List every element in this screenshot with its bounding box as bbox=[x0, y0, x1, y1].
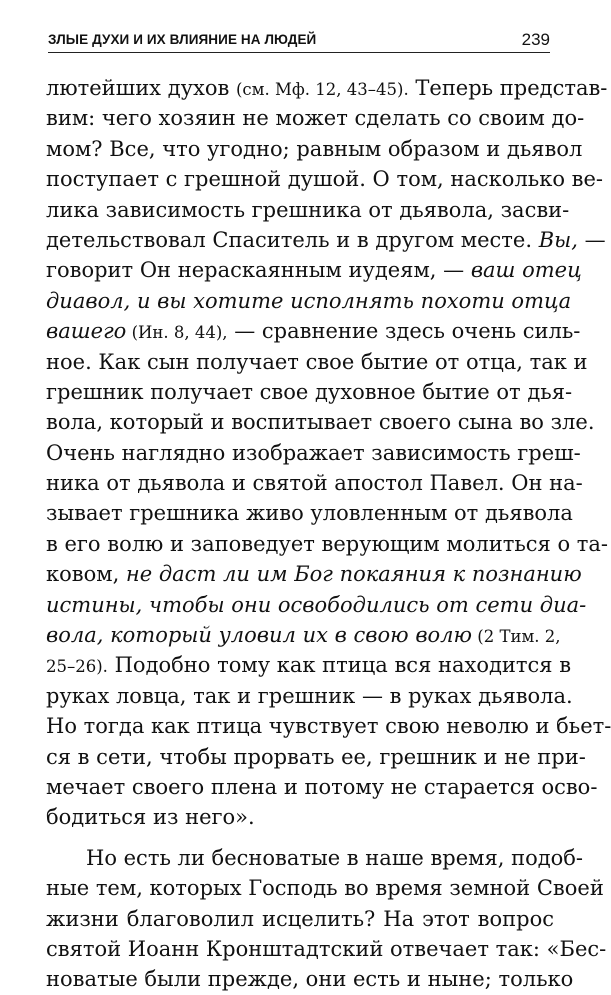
text-line bbox=[46, 620, 561, 650]
text-line: бодиться из него». bbox=[46, 805, 255, 830]
body-text bbox=[46, 73, 611, 995]
scripture-reference: 25–26). bbox=[46, 657, 108, 677]
text-line: ника от дьявола и святой апостол Павел. Он на- bbox=[46, 471, 583, 496]
text-line: вола, который и воспитывает своего сына во зле. bbox=[46, 410, 595, 435]
text-line bbox=[46, 255, 582, 285]
text-run: лютейших духов bbox=[46, 76, 236, 100]
text-line: в его волю и заповедует верующим молиться о та- bbox=[46, 531, 609, 556]
text-line: ся в сети, чтобы прорвать ее, грешник и не при- bbox=[46, 744, 586, 769]
text-run: говорит Он нераскаянным иудеям, — bbox=[46, 258, 471, 283]
text-line: ные тем, которых Господь во время земной Своей bbox=[46, 876, 604, 901]
scripture-reference: (Ин. 8, 44), bbox=[126, 323, 228, 343]
text-line bbox=[46, 225, 606, 255]
text-line bbox=[46, 650, 572, 680]
text-line bbox=[46, 559, 582, 589]
text-run: детельствовал Спаситель и в другом месте. bbox=[46, 227, 539, 252]
quotation-italic: вашего bbox=[46, 319, 127, 344]
text-run: Теперь представ- bbox=[408, 76, 608, 100]
page-number: 239 bbox=[521, 30, 550, 49]
quotation-italic: не даст ли им Бог покаяния к познанию bbox=[125, 562, 582, 587]
text-line bbox=[46, 316, 581, 346]
text-line: новатые были прежде, они есть и ныне; только bbox=[46, 967, 574, 992]
text-line: мечает своего плена и потому не старается осво- bbox=[46, 774, 598, 799]
running-header bbox=[48, 30, 550, 53]
scripture-reference: (см. Мф. 12, 43–45). bbox=[235, 80, 409, 99]
running-title: ЗЛЫЕ ДУХИ И ИХ ВЛИЯНИЕ НА ЛЮДЕЙ bbox=[48, 32, 317, 47]
quotation-italic: Вы, bbox=[538, 227, 578, 252]
quotation-italic: ваш отец bbox=[470, 258, 582, 283]
text-line: грешник получает свое духовное бытие от дья- bbox=[46, 379, 573, 404]
paragraph-2 bbox=[46, 843, 607, 995]
paragraph-1 bbox=[46, 73, 611, 833]
text-line: жизни благоволил исцелить? На этот вопрос bbox=[46, 906, 554, 931]
text-run: — bbox=[577, 227, 606, 252]
text-line: святой Иоанн Кронштадтский отвечает так: «Бес- bbox=[46, 936, 607, 961]
text-line: Но есть ли бесноватые в наше время, подоб- bbox=[86, 845, 584, 870]
text-line bbox=[46, 73, 608, 103]
text-line: вим: чего хозяин не может сделать со своим до- bbox=[46, 106, 585, 131]
text-line: ное. Как сын получает свое бытие от отца, так и bbox=[46, 349, 588, 374]
text-line: руках ловца, так и грешник — в руках дьявола. bbox=[46, 683, 573, 708]
text-line: Но тогда как птица чувствует свою неволю и бьет- bbox=[46, 714, 611, 739]
scripture-reference: (2 Тим. 2, bbox=[472, 627, 561, 647]
quotation-line: истины, чтобы они освободились от сети диа- bbox=[46, 592, 587, 617]
quotation-line: диавол, и вы хотите исполнять похоти отца bbox=[46, 288, 572, 313]
paragraph-gap bbox=[46, 833, 554, 843]
text-line: мом? Все, что угодно; равным образом и дьявол bbox=[46, 136, 583, 161]
text-line: Очень наглядно изображает зависимость греш- bbox=[46, 440, 581, 465]
text-line: поступает с грешной душой. О том, насколько ве- bbox=[46, 167, 604, 192]
quotation-italic: вола, который уловил их в свою волю bbox=[46, 623, 473, 648]
text-line: зывает грешника живо уловленным от дьявола bbox=[46, 501, 573, 526]
text-run: Подобно тому как птица вся находится в bbox=[107, 653, 572, 678]
text-run: — сравнение здесь очень силь- bbox=[227, 319, 581, 344]
text-run: ковом, bbox=[46, 562, 126, 587]
text-line: лика зависимость грешника от дьявола, засви- bbox=[46, 197, 570, 222]
